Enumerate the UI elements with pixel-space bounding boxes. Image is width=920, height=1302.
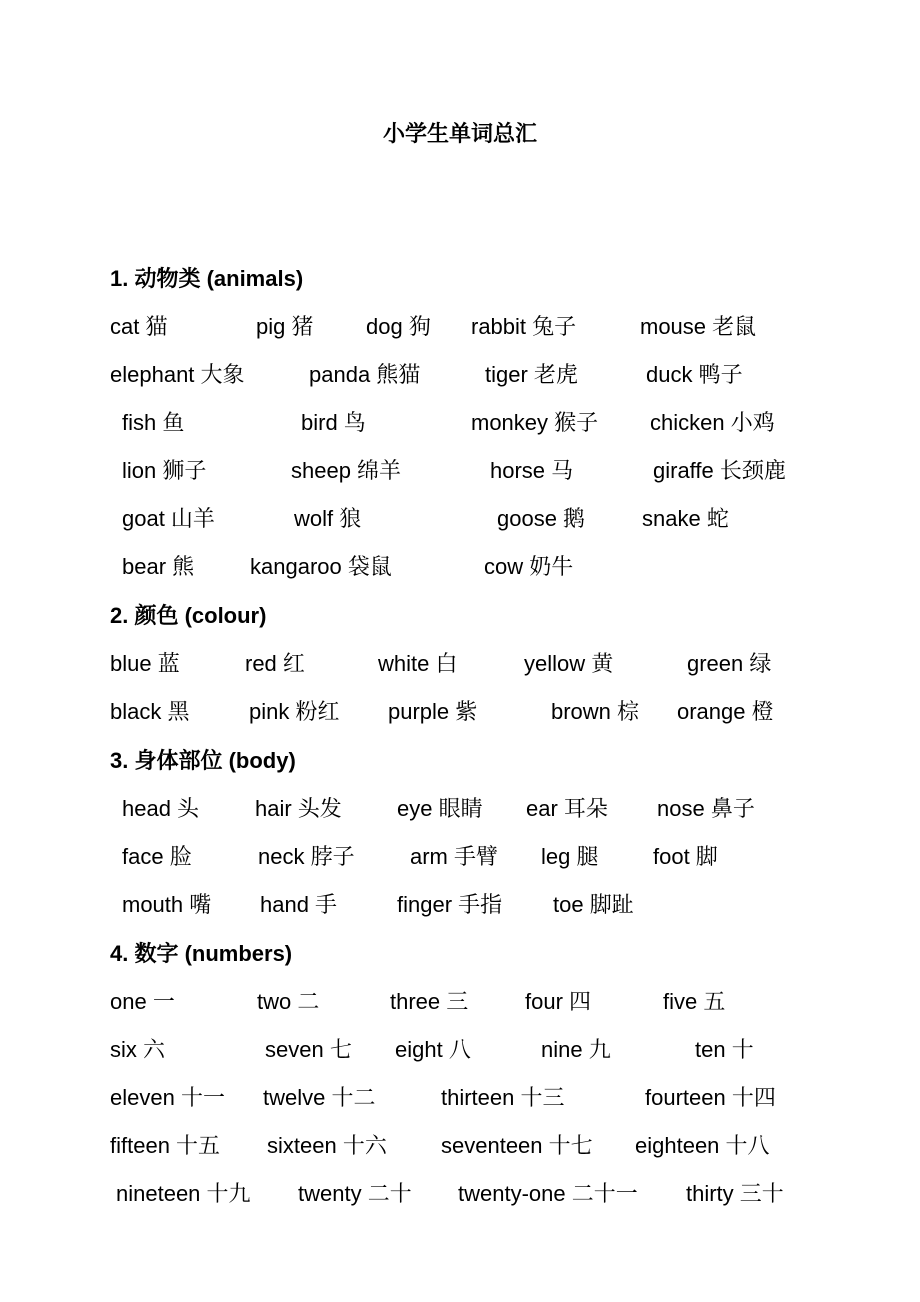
word-item: eighteen 十八 bbox=[635, 1133, 770, 1158]
word-item: fifteen 十五 bbox=[110, 1133, 221, 1158]
word-item: head 头 bbox=[122, 796, 200, 821]
section-heading-numbers: 4. 数字 (numbers) bbox=[110, 941, 293, 966]
word-item: toe 脚趾 bbox=[553, 892, 634, 917]
word-item: duck 鸭子 bbox=[646, 362, 743, 387]
word-item: twelve 十二 bbox=[263, 1085, 376, 1110]
word-item: five 五 bbox=[663, 989, 726, 1014]
word-item: elephant 大象 bbox=[110, 362, 245, 387]
word-item: neck 脖子 bbox=[258, 844, 355, 869]
word-item: bird 鸟 bbox=[301, 410, 366, 435]
word-item: brown 棕 bbox=[551, 699, 640, 724]
word-item: snake 蛇 bbox=[642, 506, 729, 531]
word-item: mouse 老鼠 bbox=[640, 314, 757, 339]
word-item: purple 紫 bbox=[388, 699, 478, 724]
word-item: hair 头发 bbox=[255, 796, 342, 821]
word-item: one 一 bbox=[110, 989, 175, 1014]
word-item: red 红 bbox=[245, 651, 305, 676]
word-item: four 四 bbox=[525, 989, 592, 1014]
section-heading-colour: 2. 颜色 (colour) bbox=[110, 603, 267, 628]
word-item: sheep 绵羊 bbox=[291, 458, 402, 483]
word-item: orange 橙 bbox=[677, 699, 774, 724]
page-title: 小学生单词总汇 bbox=[382, 121, 537, 146]
word-item: ear 耳朵 bbox=[526, 796, 608, 821]
word-item: hand 手 bbox=[260, 892, 338, 917]
word-item: fish 鱼 bbox=[122, 410, 185, 435]
word-item: seven 七 bbox=[265, 1037, 352, 1062]
word-item: dog 狗 bbox=[366, 314, 431, 339]
word-item: eye 眼睛 bbox=[397, 796, 483, 821]
word-item: goat 山羊 bbox=[122, 506, 215, 531]
word-item: rabbit 兔子 bbox=[471, 314, 577, 339]
word-item: twenty 二十 bbox=[298, 1181, 412, 1206]
word-item: nose 鼻子 bbox=[657, 796, 755, 821]
word-item: giraffe 长颈鹿 bbox=[653, 458, 786, 483]
word-item: six 六 bbox=[110, 1037, 166, 1062]
word-item: blue 蓝 bbox=[110, 651, 180, 676]
word-item: horse 马 bbox=[490, 458, 574, 483]
word-item: nineteen 十九 bbox=[116, 1181, 251, 1206]
word-item: leg 腿 bbox=[541, 844, 599, 869]
word-item: nine 九 bbox=[541, 1037, 611, 1062]
word-item: fourteen 十四 bbox=[645, 1085, 776, 1110]
section-heading-animals: 1. 动物类 (animals) bbox=[110, 266, 304, 291]
word-item: face 脸 bbox=[122, 844, 192, 869]
word-item: three 三 bbox=[390, 989, 469, 1014]
word-item: arm 手臂 bbox=[410, 844, 499, 869]
word-item: wolf 狼 bbox=[294, 506, 362, 531]
word-item: foot 脚 bbox=[653, 844, 718, 869]
word-item: black 黑 bbox=[110, 699, 190, 724]
word-item: two 二 bbox=[257, 989, 320, 1014]
word-item: mouth 嘴 bbox=[122, 892, 212, 917]
word-item: chicken 小鸡 bbox=[650, 410, 775, 435]
word-item: pink 粉红 bbox=[249, 699, 340, 724]
word-item: white 白 bbox=[378, 651, 458, 676]
word-item: cat 猫 bbox=[110, 314, 168, 339]
word-item: green 绿 bbox=[687, 651, 772, 676]
word-item: eleven 十一 bbox=[110, 1085, 225, 1110]
word-item: finger 手指 bbox=[397, 892, 503, 917]
word-item: bear 熊 bbox=[122, 554, 195, 579]
word-item: panda 熊猫 bbox=[309, 362, 421, 387]
word-item: thirteen 十三 bbox=[441, 1085, 565, 1110]
word-item: yellow 黄 bbox=[524, 651, 614, 676]
word-item: ten 十 bbox=[695, 1037, 754, 1062]
word-item: thirty 三十 bbox=[686, 1181, 784, 1206]
word-item: seventeen 十七 bbox=[441, 1133, 593, 1158]
word-item: sixteen 十六 bbox=[267, 1133, 387, 1158]
word-item: tiger 老虎 bbox=[485, 362, 578, 387]
section-heading-body: 3. 身体部位 (body) bbox=[110, 748, 296, 773]
word-item: cow 奶牛 bbox=[484, 554, 574, 579]
word-item: kangaroo 袋鼠 bbox=[250, 554, 392, 579]
word-item: pig 猪 bbox=[256, 314, 314, 339]
word-item: eight 八 bbox=[395, 1037, 471, 1062]
word-item: goose 鹅 bbox=[497, 506, 586, 531]
word-item: monkey 猴子 bbox=[471, 410, 599, 435]
word-item: twenty-one 二十一 bbox=[458, 1181, 638, 1206]
word-item: lion 狮子 bbox=[122, 458, 207, 483]
